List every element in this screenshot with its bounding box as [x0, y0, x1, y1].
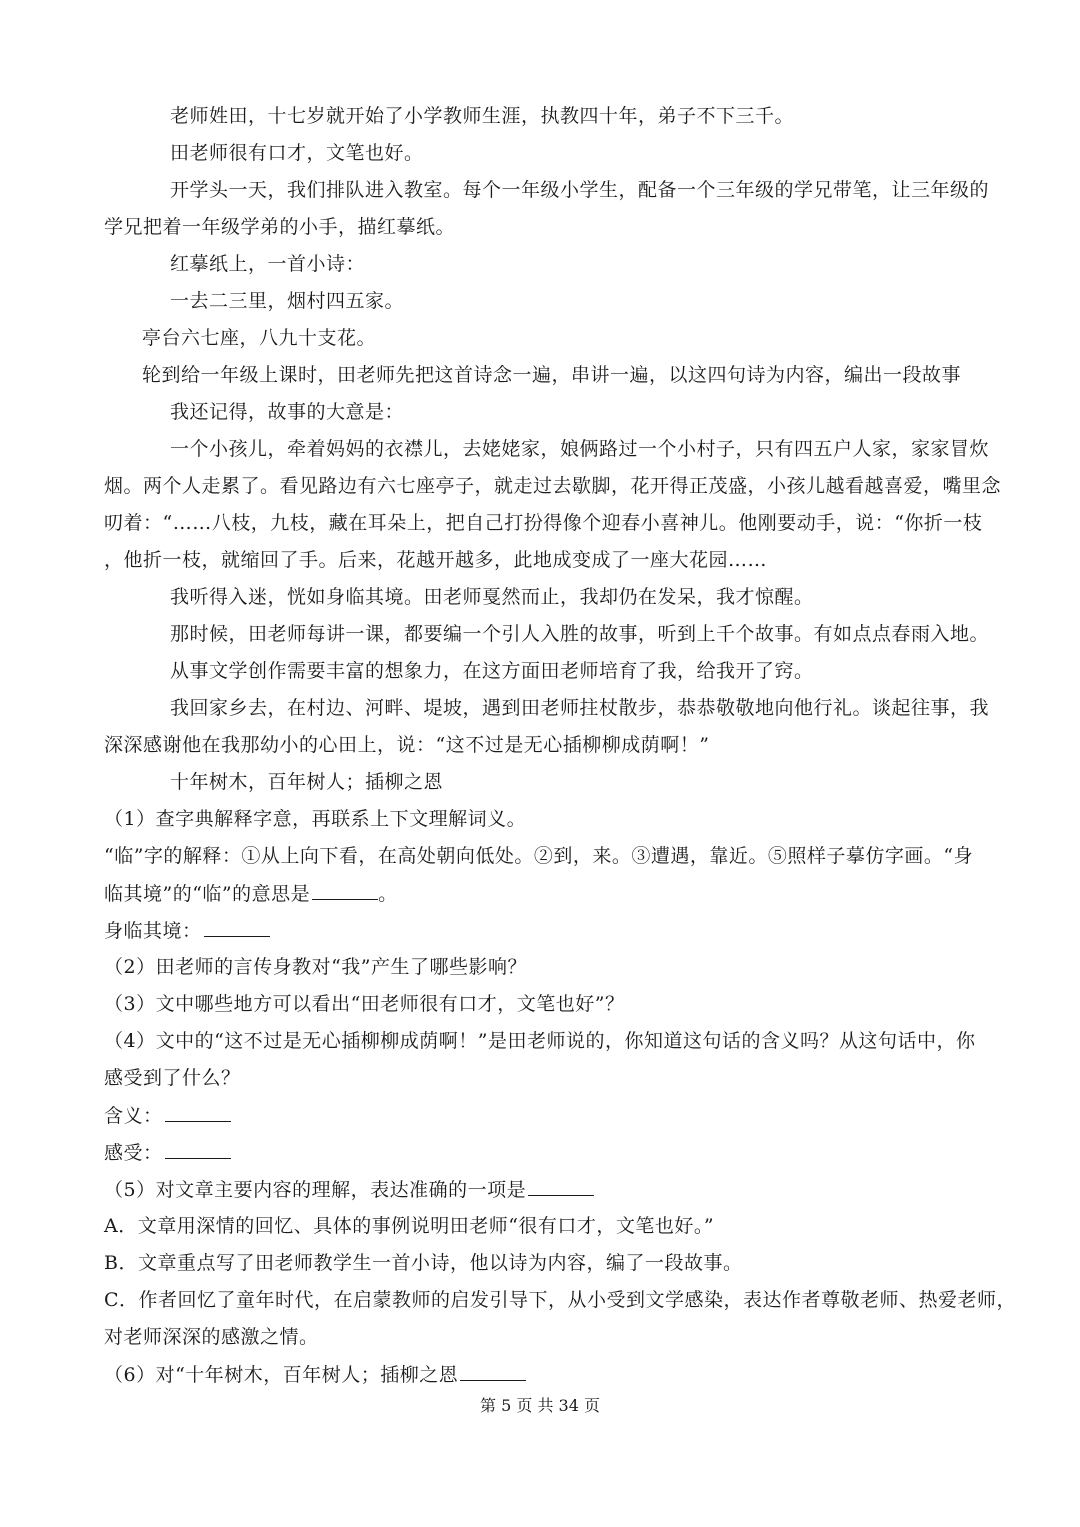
passage-paragraph-7-line-3: 叨着：“……八枝，九枝，藏在耳朵上，把自己打扮得像个迎春小喜神儿。他刚要动手，说：“你折一枝 [104, 512, 983, 534]
passage-paragraph-5: 轮到给一年级上课时，田老师先把这首诗念一遍，串讲一遍，以这四句诗为内容，编出一段故事 [142, 364, 962, 386]
question-5-option-a: A．文章用深情的回忆、具体的事例说明田老师“很有口才，文笔也好。” [104, 1215, 715, 1237]
question-1-definition-text: 临其境”的“临”的意思是 [104, 883, 311, 905]
answer-blank-lin-meaning[interactable] [312, 881, 378, 900]
question-5-option-c-line-2: 对老师深深的感激之情。 [104, 1326, 319, 1348]
poem-line-2: 亭台六七座，八九十支花。 [142, 327, 377, 349]
question-5-option-c-line-1: C．作者回忆了童年时代，在启蒙教师的启发引导下，从小受到文学感染，表达作者尊敬老师、热爱老师， [104, 1289, 1017, 1311]
passage-paragraph-7-line-1: 一个小孩儿，牵着妈妈的衣襟儿，去姥姥家，娘俩路过一个小村子，只有四五户人家，家家冒炊 [170, 438, 990, 460]
question-1-definition-line-2 [104, 881, 398, 906]
answer-blank-feeling[interactable] [165, 1140, 231, 1159]
passage-paragraph-4: 红摹纸上，一首小诗： [170, 253, 366, 275]
question-1-term-line [104, 918, 270, 943]
poem-line-1: 一去二三里，烟村四五家。 [170, 290, 405, 312]
passage-paragraph-12: 十年树木，百年树人；插柳之恩 [170, 771, 444, 793]
passage-paragraph-6: 我还记得，故事的大意是： [170, 401, 405, 423]
passage-paragraph-8: 我听得入迷，恍如身临其境。田老师戛然而止，我却仍在发呆，我才惊醒。 [170, 586, 814, 608]
question-1-definition-end: 。 [378, 883, 398, 905]
answer-blank-meaning[interactable] [165, 1103, 231, 1122]
passage-paragraph-11-line-2: 深深感谢他在我那幼小的心田上，说：“这不过是无心插柳柳成荫啊！” [104, 734, 710, 756]
passage-paragraph-10: 从事文学创作需要丰富的想象力，在这方面田老师培育了我，给我开了窍。 [170, 660, 814, 682]
question-4-meaning-label: 含义： [104, 1105, 163, 1127]
passage-paragraph-3-line-1: 开学头一天，我们排队进入教室。每个一年级小学生，配备一个三年级的学兄带笔，让三年级的 [170, 179, 990, 201]
question-4-line-2: 感受到了什么？ [104, 1067, 241, 1089]
passage-paragraph-11-line-1: 我回家乡去，在村边、河畔、堤坡，遇到田老师拄杖散步，恭恭敬敬地向他行礼。谈起往事，我 [170, 697, 990, 719]
passage-paragraph-2: 田老师很有口才，文笔也好。 [170, 142, 424, 164]
question-4-feeling-label: 感受： [104, 1142, 163, 1164]
passage-paragraph-9: 那时候，田老师每讲一课，都要编一个引人入胜的故事，听到上千个故事。有如点点春雨入地。 [170, 623, 990, 645]
passage-paragraph-7-line-4: ，他折一枝，就缩回了手。后来，花越开越多，此地成变成了一座大花园…… [104, 549, 768, 571]
passage-paragraph-1: 老师姓田，十七岁就开始了小学教师生涯，执教四十年，弟子不下三千。 [170, 105, 795, 127]
answer-blank-question-6[interactable] [460, 1362, 526, 1381]
question-1: （1）查字典解释字意，再联系上下文理解词义。 [104, 808, 527, 830]
passage-paragraph-3-line-2: 学兄把着一年级学弟的小手，描红摹纸。 [104, 216, 456, 238]
question-5-option-b: B．文章重点写了田老师教学生一首小诗，他以诗为内容，编了一段故事。 [104, 1252, 743, 1274]
question-6-line [104, 1362, 526, 1387]
question-4-meaning-line [104, 1103, 231, 1128]
page-footer: 第 5 页 共 34 页 [480, 1396, 600, 1415]
answer-blank-question-5[interactable] [528, 1177, 594, 1196]
question-3: （3）文中哪些地方可以看出“田老师很有口才，文笔也好”？ [104, 993, 625, 1015]
question-6: （6）对“十年树木，百年树人；插柳之恩 [104, 1364, 459, 1386]
question-2: （2）田老师的言传身教对“我”产生了哪些影响？ [104, 956, 528, 978]
answer-blank-shen-lin-qi-jing[interactable] [204, 918, 270, 937]
question-1-term-label: 身临其境： [104, 920, 202, 942]
question-1-definition-line-1: “临”字的解释：①从上向下看，在高处朝向低处。②到，来。③遭遇，靠近。⑤照样子摹仿字画。“身 [104, 845, 974, 867]
question-4-line-1: （4）文中的“这不过是无心插柳柳成荫啊！”是田老师说的，你知道这句话的含义吗？从这句话中，你 [104, 1030, 976, 1052]
question-4-feeling-line [104, 1140, 231, 1165]
passage-paragraph-7-line-2: 烟。两个人走累了。看见路边有六七座亭子，就走过去歇脚，花开得正茂盛，小孩儿越看越喜爱，嘴里念 [104, 475, 1002, 497]
question-5-line [104, 1177, 594, 1202]
question-5: （5）对文章主要内容的理解，表达准确的一项是 [104, 1179, 527, 1201]
